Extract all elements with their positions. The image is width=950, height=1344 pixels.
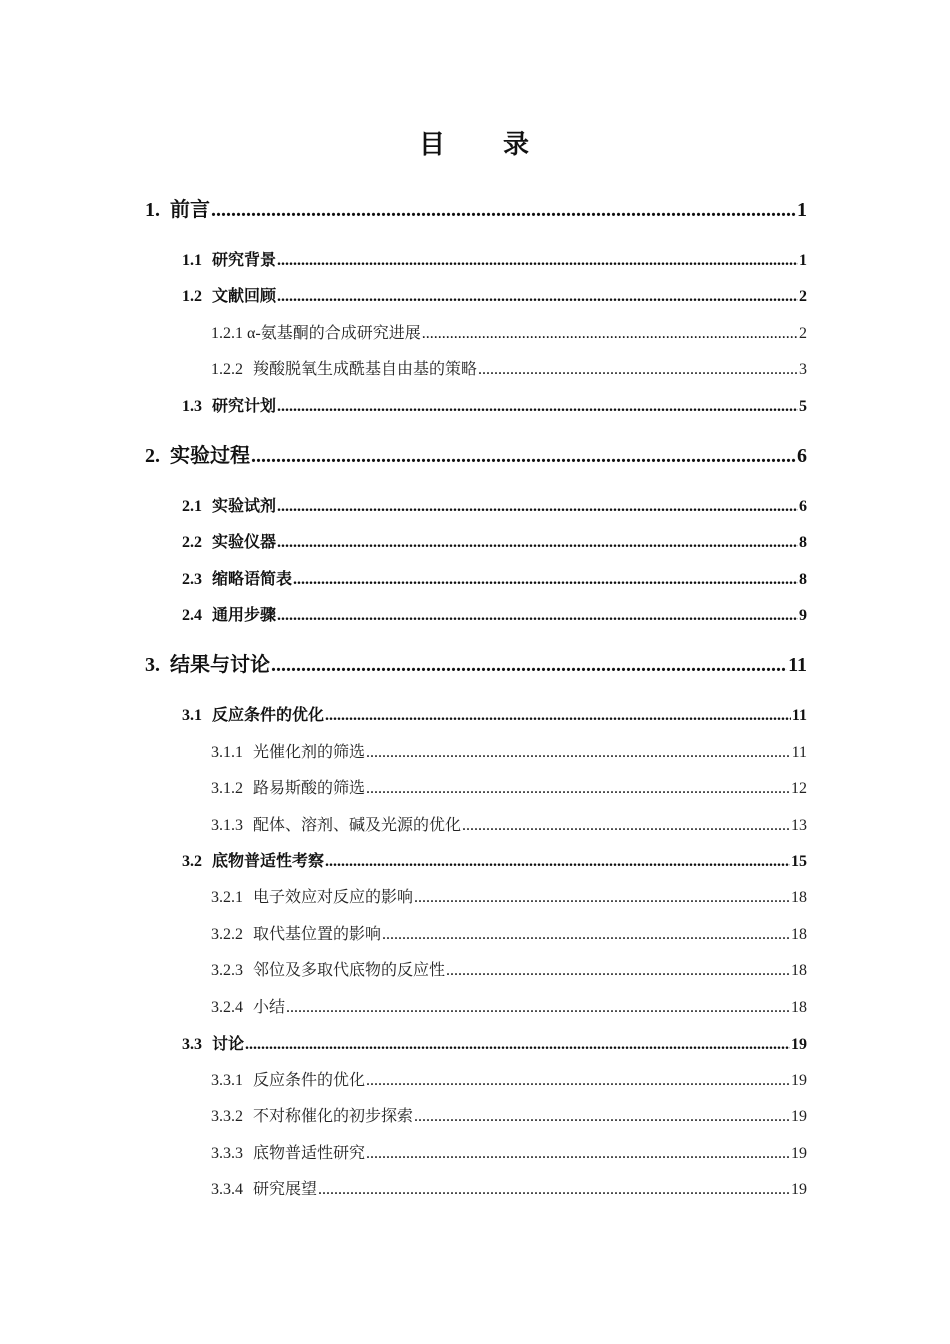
toc-label: 电子效应对反应的影响 — [253, 889, 414, 906]
toc-entry-2-4[interactable] — [182, 602, 807, 625]
toc-label: 研究背景 — [212, 252, 277, 269]
toc-leader-dots — [366, 744, 791, 762]
toc-leader-dots — [366, 1145, 790, 1163]
toc-number: 3. — [145, 654, 160, 676]
toc-page-number: 3 — [799, 361, 807, 378]
toc-page-number: 1 — [799, 252, 807, 269]
toc-label: 文献回顾 — [212, 288, 277, 305]
toc-page-number: 6 — [797, 445, 807, 467]
toc-number: 3.3.2 — [211, 1108, 243, 1125]
toc-entry-3-2[interactable] — [182, 848, 807, 871]
toc-entry-1-2-2[interactable] — [211, 356, 807, 379]
toc-entry-3-1[interactable] — [182, 702, 807, 725]
toc-leader-dots — [277, 252, 798, 270]
toc-page-number: 11 — [788, 654, 807, 676]
toc-page-number: 6 — [799, 498, 807, 515]
toc-number: 2.2 — [182, 534, 202, 551]
toc-page-number: 19 — [791, 1072, 807, 1089]
toc-entry-3-1-3[interactable] — [211, 812, 807, 835]
toc-number: 3.2.1 — [211, 889, 243, 906]
toc-leader-dots — [366, 780, 790, 798]
toc-leader-dots — [462, 817, 790, 835]
toc-label: 讨论 — [212, 1036, 245, 1053]
toc-number: 1.2 — [182, 288, 202, 305]
toc-number: 3.1 — [182, 707, 202, 724]
toc-leader-dots — [245, 1036, 790, 1054]
toc-leader-dots — [422, 325, 798, 343]
toc-number: 3.2 — [182, 853, 202, 870]
toc-label: 前言 — [170, 199, 210, 221]
toc-label: 光催化剂的筛选 — [253, 744, 366, 761]
toc-entry-3-3-1[interactable] — [211, 1067, 807, 1090]
toc-number: 3.2.2 — [211, 926, 243, 943]
toc-leader-dots — [318, 1181, 790, 1199]
toc-leader-dots — [325, 707, 791, 725]
toc-page-number: 12 — [791, 780, 807, 797]
toc-leader-dots — [277, 288, 798, 306]
toc-number: 1.3 — [182, 398, 202, 415]
toc-number: 1.2.1 — [211, 325, 243, 342]
toc-page-number: 2 — [799, 288, 807, 305]
toc-page-number: 19 — [791, 1145, 807, 1162]
toc-number: 3.1.3 — [211, 817, 243, 834]
toc-label: 底物普适性研究 — [253, 1145, 366, 1162]
toc-leader-dots — [366, 1072, 790, 1090]
toc-number: 2.4 — [182, 607, 202, 624]
toc-leader-dots — [414, 889, 790, 907]
toc-number: 3.2.3 — [211, 962, 243, 979]
toc-page-number: 5 — [799, 398, 807, 415]
toc-label: 配体、溶剂、碱及光源的优化 — [253, 817, 462, 834]
toc-page-number: 11 — [791, 707, 807, 724]
page-title: 目 录 — [418, 130, 531, 159]
toc-leader-dots — [382, 926, 790, 944]
toc-label: 研究展望 — [253, 1181, 318, 1198]
toc-page-number: 19 — [791, 1108, 807, 1125]
toc-label: 羧酸脱氧生成酰基自由基的策略 — [253, 361, 478, 378]
toc-entry-1[interactable] — [145, 193, 807, 222]
toc-entry-3-1-2[interactable] — [211, 775, 807, 798]
toc-page-number: 18 — [791, 889, 807, 906]
toc-number: 3.3.3 — [211, 1145, 243, 1162]
toc-label: 取代基位置的影响 — [253, 926, 382, 943]
toc-page-number: 15 — [791, 853, 807, 870]
toc-number: 2. — [145, 445, 160, 467]
toc-entry-3-3[interactable] — [182, 1031, 807, 1054]
toc-label: 缩略语简表 — [212, 571, 293, 588]
toc-number: 3.3.1 — [211, 1072, 243, 1089]
toc-label: α-氨基酮的合成研究进展 — [247, 325, 421, 342]
toc-label: 实验过程 — [170, 445, 250, 467]
toc-label: 底物普适性考察 — [212, 853, 325, 870]
toc-entry-3-3-2[interactable] — [211, 1103, 807, 1126]
toc-page-number: 18 — [791, 926, 807, 943]
toc-leader-dots — [325, 853, 790, 871]
toc-label: 邻位及多取代底物的反应性 — [253, 962, 446, 979]
toc-number: 2.3 — [182, 571, 202, 588]
toc-leader-dots — [277, 498, 798, 516]
toc-page-number: 19 — [791, 1036, 807, 1053]
toc-number: 3.3 — [182, 1036, 202, 1053]
toc-number: 3.3.4 — [211, 1181, 243, 1198]
toc-number: 1.1 — [182, 252, 202, 269]
toc-leader-dots — [251, 445, 796, 468]
toc-entry-3-2-1[interactable] — [211, 884, 807, 907]
toc-page-number: 8 — [799, 534, 807, 551]
toc-label: 结果与讨论 — [170, 654, 270, 676]
toc-leader-dots — [277, 607, 798, 625]
toc-leader-dots — [414, 1108, 790, 1126]
toc-page-number: 18 — [791, 999, 807, 1016]
toc-label: 通用步骤 — [212, 607, 277, 624]
toc-entry-3-3-3[interactable] — [211, 1140, 807, 1163]
toc-entry-3-2-4[interactable] — [211, 994, 807, 1017]
toc-page-number: 13 — [791, 817, 807, 834]
toc-entry-3-2-2[interactable] — [211, 921, 807, 944]
toc-entry-2[interactable] — [145, 439, 807, 468]
toc-label: 实验仪器 — [212, 534, 277, 551]
toc-label: 反应条件的优化 — [212, 707, 325, 724]
toc-leader-dots — [277, 398, 798, 416]
toc-label: 实验试剂 — [212, 498, 277, 515]
toc-entry-1-2-1[interactable] — [211, 320, 807, 343]
toc-label: 小结 — [253, 999, 286, 1016]
toc-entry-1-1[interactable] — [182, 247, 807, 270]
toc-leader-dots — [478, 361, 798, 379]
toc-page-number: 11 — [791, 744, 807, 761]
toc-entry-3-2-3[interactable] — [211, 957, 807, 980]
toc-number: 3.1.2 — [211, 780, 243, 797]
toc-number: 3.2.4 — [211, 999, 243, 1016]
toc-leader-dots — [211, 199, 796, 222]
toc-leader-dots — [293, 571, 798, 589]
toc-page-number: 2 — [799, 325, 807, 342]
toc-entry-1-2[interactable] — [182, 283, 807, 306]
toc-page-number: 19 — [791, 1181, 807, 1198]
toc-number: 3.1.1 — [211, 744, 243, 761]
toc-leader-dots — [277, 534, 798, 552]
toc-number: 1. — [145, 199, 160, 221]
toc-entry-3-1-1[interactable] — [211, 739, 807, 762]
toc-page-number: 18 — [791, 962, 807, 979]
toc-leader-dots — [446, 962, 790, 980]
toc-entry-3[interactable] — [145, 648, 807, 677]
toc-entry-2-2[interactable] — [182, 529, 807, 552]
toc-label: 反应条件的优化 — [253, 1072, 366, 1089]
toc-entry-2-1[interactable] — [182, 493, 807, 516]
toc-entry-3-3-4[interactable] — [211, 1176, 807, 1199]
toc-number: 1.2.2 — [211, 361, 243, 378]
toc-label: 不对称催化的初步探索 — [253, 1108, 414, 1125]
toc-number: 2.1 — [182, 498, 202, 515]
toc-label: 路易斯酸的筛选 — [253, 780, 366, 797]
toc-leader-dots — [286, 999, 790, 1017]
toc-page-number: 1 — [797, 199, 807, 221]
toc-page-number: 9 — [799, 607, 807, 624]
toc-leader-dots — [271, 654, 787, 677]
toc-entry-2-3[interactable] — [182, 566, 807, 589]
toc-entry-1-3[interactable] — [182, 393, 807, 416]
toc-page-number: 8 — [799, 571, 807, 588]
toc-label: 研究计划 — [212, 398, 277, 415]
